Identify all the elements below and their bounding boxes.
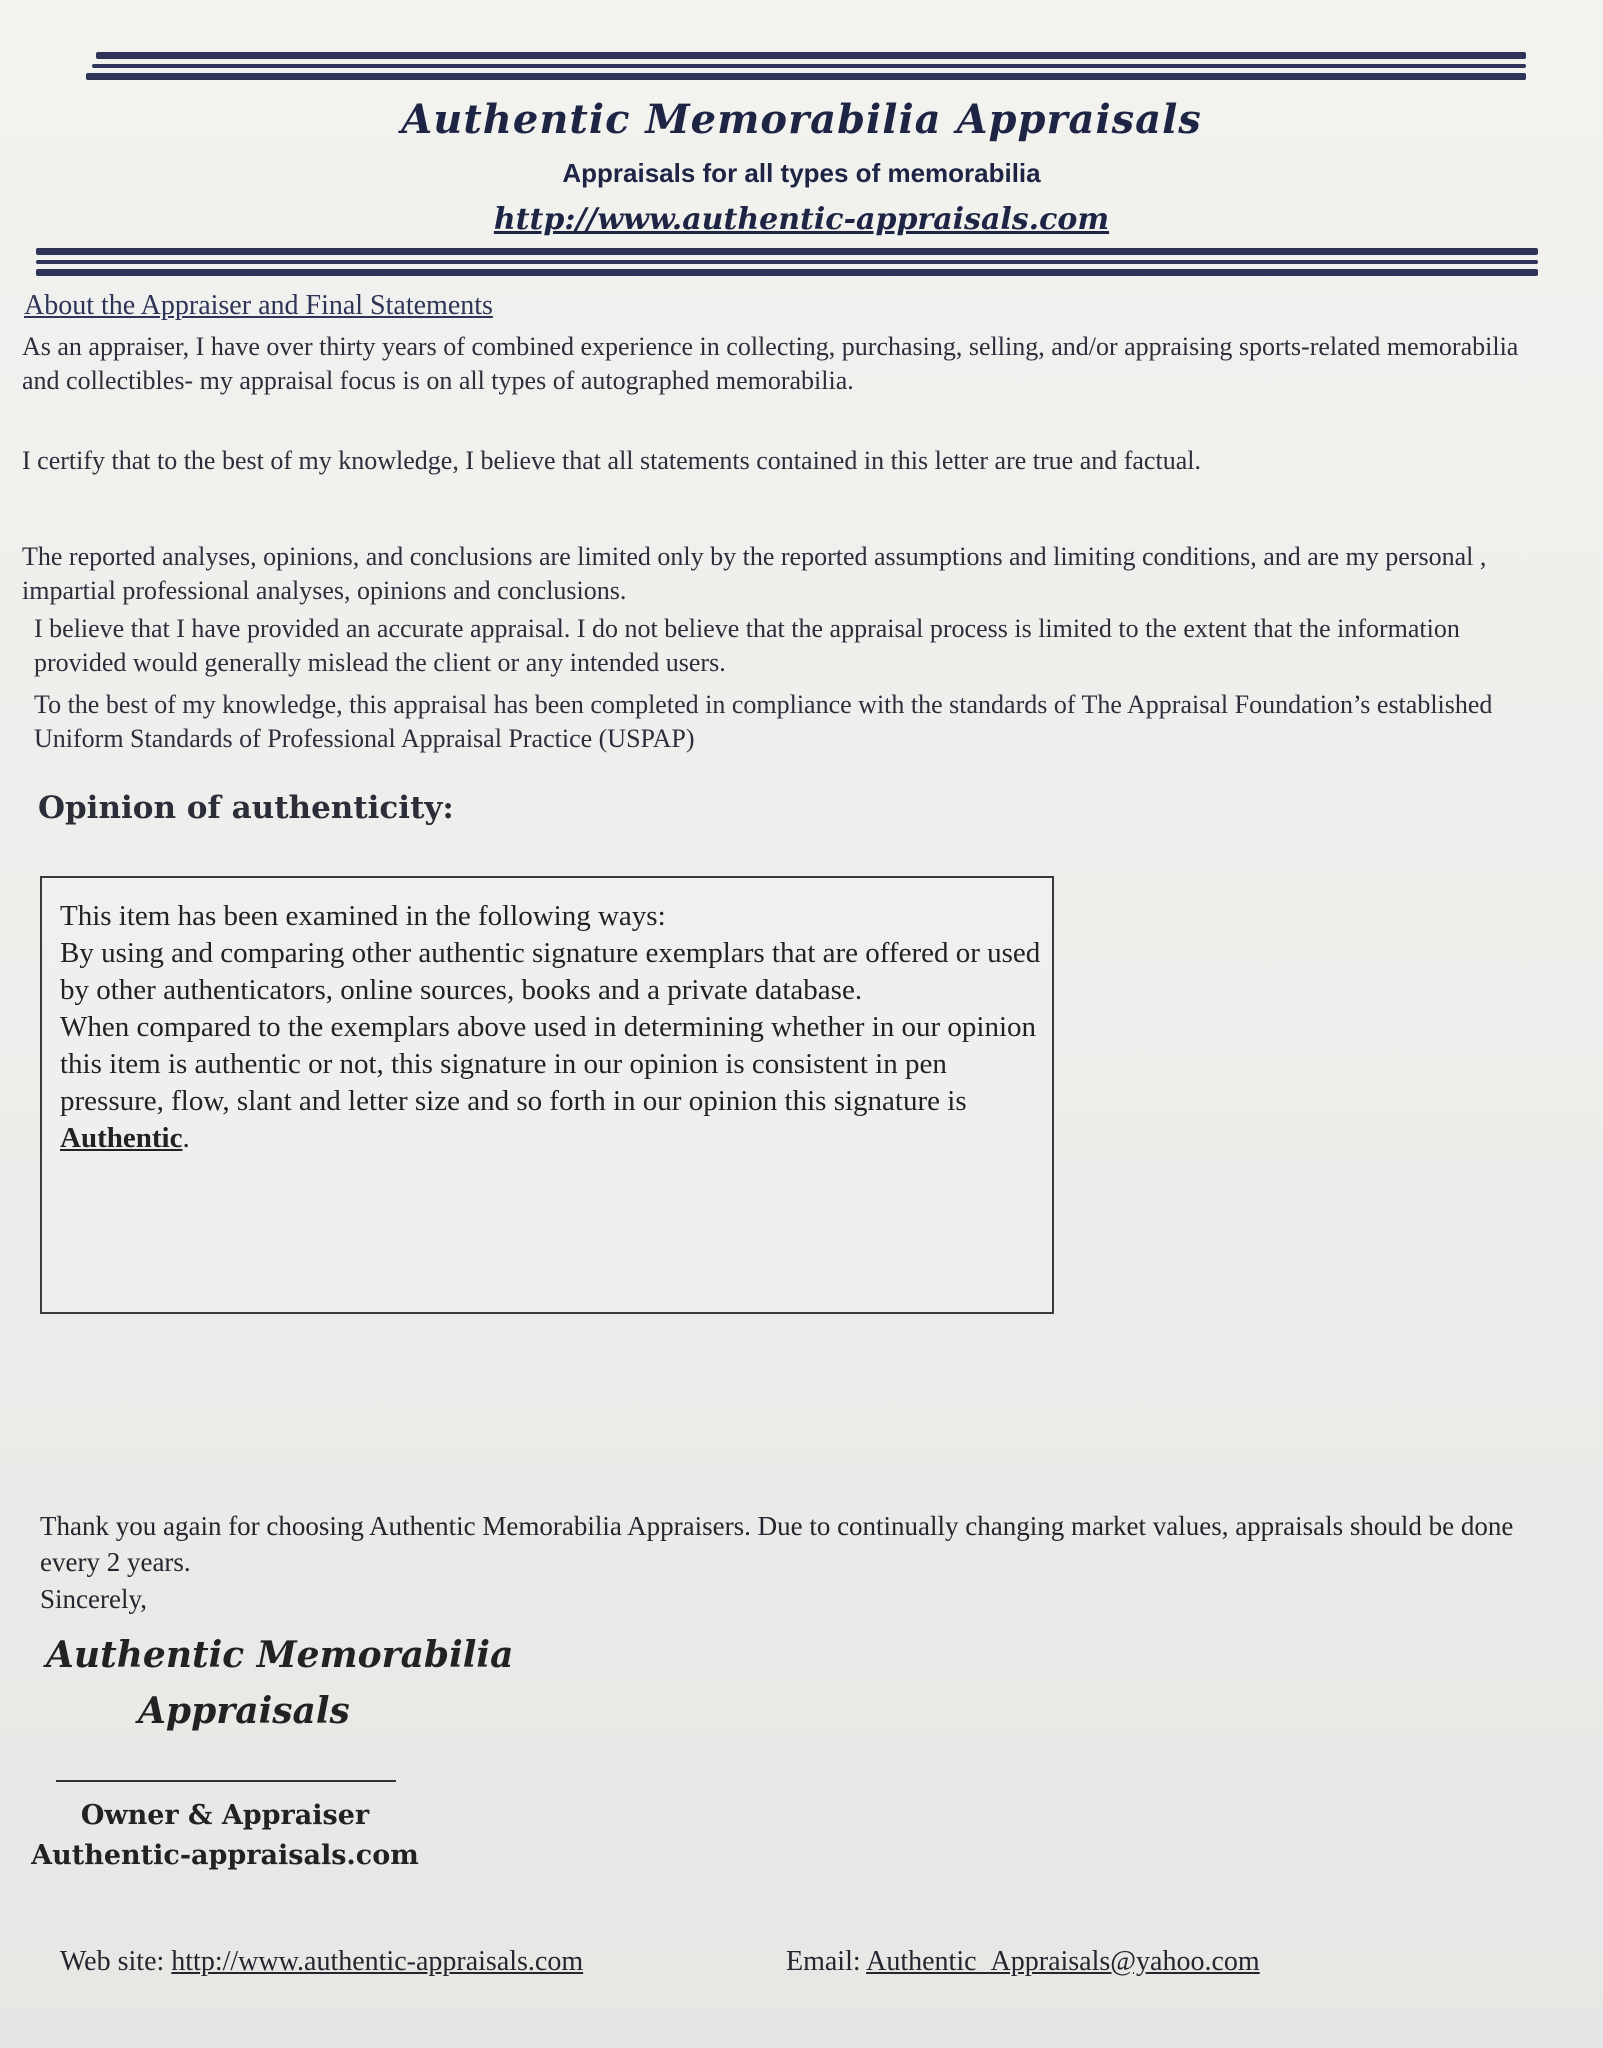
- footer-website-label: Web site:: [60, 1946, 172, 1977]
- signature-line-2: Appraisals: [138, 1690, 350, 1732]
- letterhead-top-rule-2: [92, 64, 1526, 68]
- sincerely-text: Sincerely,: [40, 1584, 147, 1614]
- paragraph-analyses: The reported analyses, opinions, and conclusions are limited only by the reported assumptions and limiting conditions, and are my personal , impartial professional analyses, opinions and conclusions.: [22, 542, 1487, 605]
- signature-line-1: Authentic Memorabilia: [46, 1634, 514, 1676]
- letterhead-subtitle: Appraisals for all types of memorabilia: [562, 158, 1041, 188]
- authentic-verdict: Authentic: [60, 1122, 183, 1154]
- letterhead-url[interactable]: http://www.authentic-appraisals.com: [493, 202, 1110, 237]
- opinion-box: [40, 876, 1054, 1314]
- footer-website-link[interactable]: http://www.authentic-appraisals.com: [171, 1946, 584, 1977]
- opinion-verdict-period: .: [182, 1122, 190, 1154]
- letterhead-top-rule-3: [86, 73, 1526, 80]
- closing-paragraph: Thank you again for choosing Authentic Memorabilia Appraisers. Due to continually changing market values, appraisals should be done every 2 years.: [40, 1511, 1514, 1577]
- opinion-line-conclusion: [60, 1009, 1050, 1157]
- paragraph-accurate: I believe that I have provided an accurate appraisal. I do not believe that the appraisal process is limited to the extent that the information provided would generally mislead the client or any intended users.: [34, 614, 1460, 677]
- footer-email-link[interactable]: Authentic_Appraisals@yahoo.com: [866, 1946, 1260, 1977]
- footer-email: [786, 1946, 1260, 1978]
- footer-email-label: Email:: [786, 1946, 867, 1977]
- letterhead-bottom-rule-3: [36, 269, 1538, 276]
- opinion-line-examined: This item has been examined in the following ways:: [60, 900, 666, 932]
- opinion-box-text: [60, 898, 1050, 1157]
- paragraph-certify: I certify that to the best of my knowledge, I believe that all statements contained in this letter are true and factual.: [22, 446, 1201, 475]
- opinion-line-method: By using and comparing other authentic signature exemplars that are offered or used by other authenticators, online sources, books and a private database.: [60, 937, 1041, 1006]
- letterhead-bottom-rule-1: [36, 248, 1538, 255]
- paragraph-uspap: To the best of my knowledge, this appraisal has been completed in compliance with the standards of The Appraisal Foundation’s established Uniform Standards of Professional Appraisal Practice (USPAP): [34, 690, 1493, 753]
- letterhead-bottom-rule-2: [36, 260, 1538, 264]
- opinion-heading: Opinion of authenticity:: [38, 790, 454, 826]
- letterhead-top-rule-1: [96, 52, 1526, 59]
- signature-rule: [56, 1780, 396, 1782]
- opinion-conclusion-text: When compared to the exemplars above used in determining whether in our opinion this item is authentic or not, this signature in our opinion is consistent in pen pressure, flow, slant and letter size and so forth in our opinion this signature is: [60, 1011, 1037, 1117]
- owner-title: Owner & Appraiser: [80, 1800, 370, 1831]
- paragraph-experience: As an appraiser, I have over thirty years of combined experience in collecting, purchasing, selling, and/or appraising sports-related memorabilia and collectibles- my appraisal focus is on all types of autographed memorabilia.: [22, 332, 1519, 395]
- owner-site: Authentic-appraisals.com: [31, 1840, 419, 1871]
- letterhead-title: Authentic Memorabilia Appraisals: [401, 96, 1202, 143]
- section-heading: About the Appraiser and Final Statements: [24, 290, 493, 321]
- footer-website: [60, 1946, 583, 1978]
